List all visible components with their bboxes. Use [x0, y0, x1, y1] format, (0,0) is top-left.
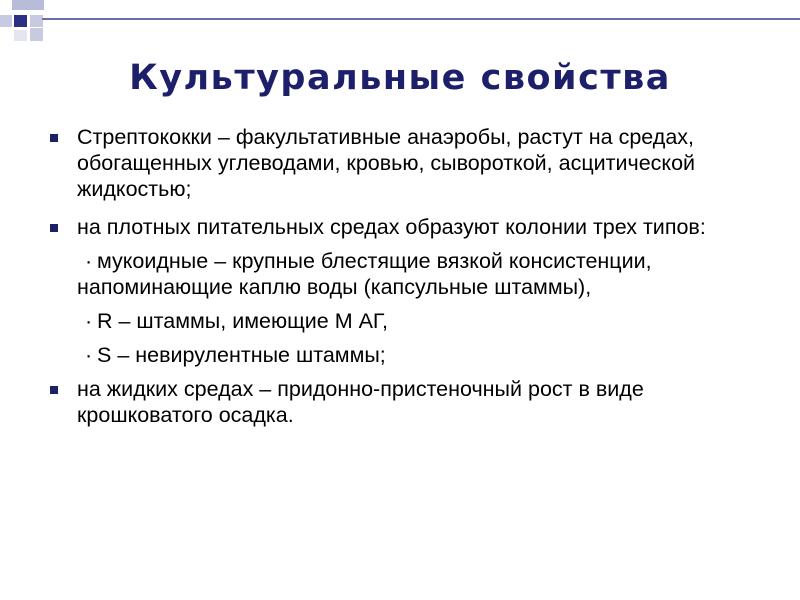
header-rule — [42, 18, 800, 20]
decorative-square — [14, 30, 27, 41]
bullet-text: на плотных питательных средах образуют колонии трех типов: — [77, 215, 706, 239]
dot-marker: · — [85, 309, 93, 333]
sub-item-text: R – штаммы, имеющие М АГ, — [97, 309, 388, 333]
square-bullet-icon — [50, 224, 58, 232]
square-bullet-icon — [50, 386, 58, 394]
sub-item-text: S – невирулентные штаммы; — [97, 343, 386, 367]
bullet-item — [50, 124, 750, 202]
decorative-square — [30, 15, 43, 27]
slide-title: Культуральные свойства — [129, 58, 671, 98]
sub-item — [50, 308, 750, 334]
decorative-square — [14, 15, 27, 27]
decorative-square — [0, 15, 12, 27]
square-bullet-icon — [50, 134, 58, 142]
bullet-item — [50, 376, 750, 428]
decorative-square — [12, 0, 44, 10]
bullet-item — [50, 214, 750, 240]
decorative-square — [30, 28, 43, 41]
sub-item — [50, 248, 750, 300]
slide-body — [50, 124, 750, 428]
dot-marker: · — [85, 343, 93, 367]
bullet-text: на жидких средах – придонно-пристеночный рост в виде крошковатого осадка. — [77, 377, 644, 427]
sub-item — [50, 342, 750, 368]
bullet-text: Стрептококки – факультативные анаэробы, растут на средах, обогащенных углеводами, кровью, сывороткой, асцитической жидкостью; — [77, 125, 696, 201]
dot-marker: · — [85, 249, 93, 273]
sub-item-text: мукоидные – крупные блестящие вязкой консистенции, напоминающие каплю воды (капсульные штаммы), — [77, 249, 652, 299]
